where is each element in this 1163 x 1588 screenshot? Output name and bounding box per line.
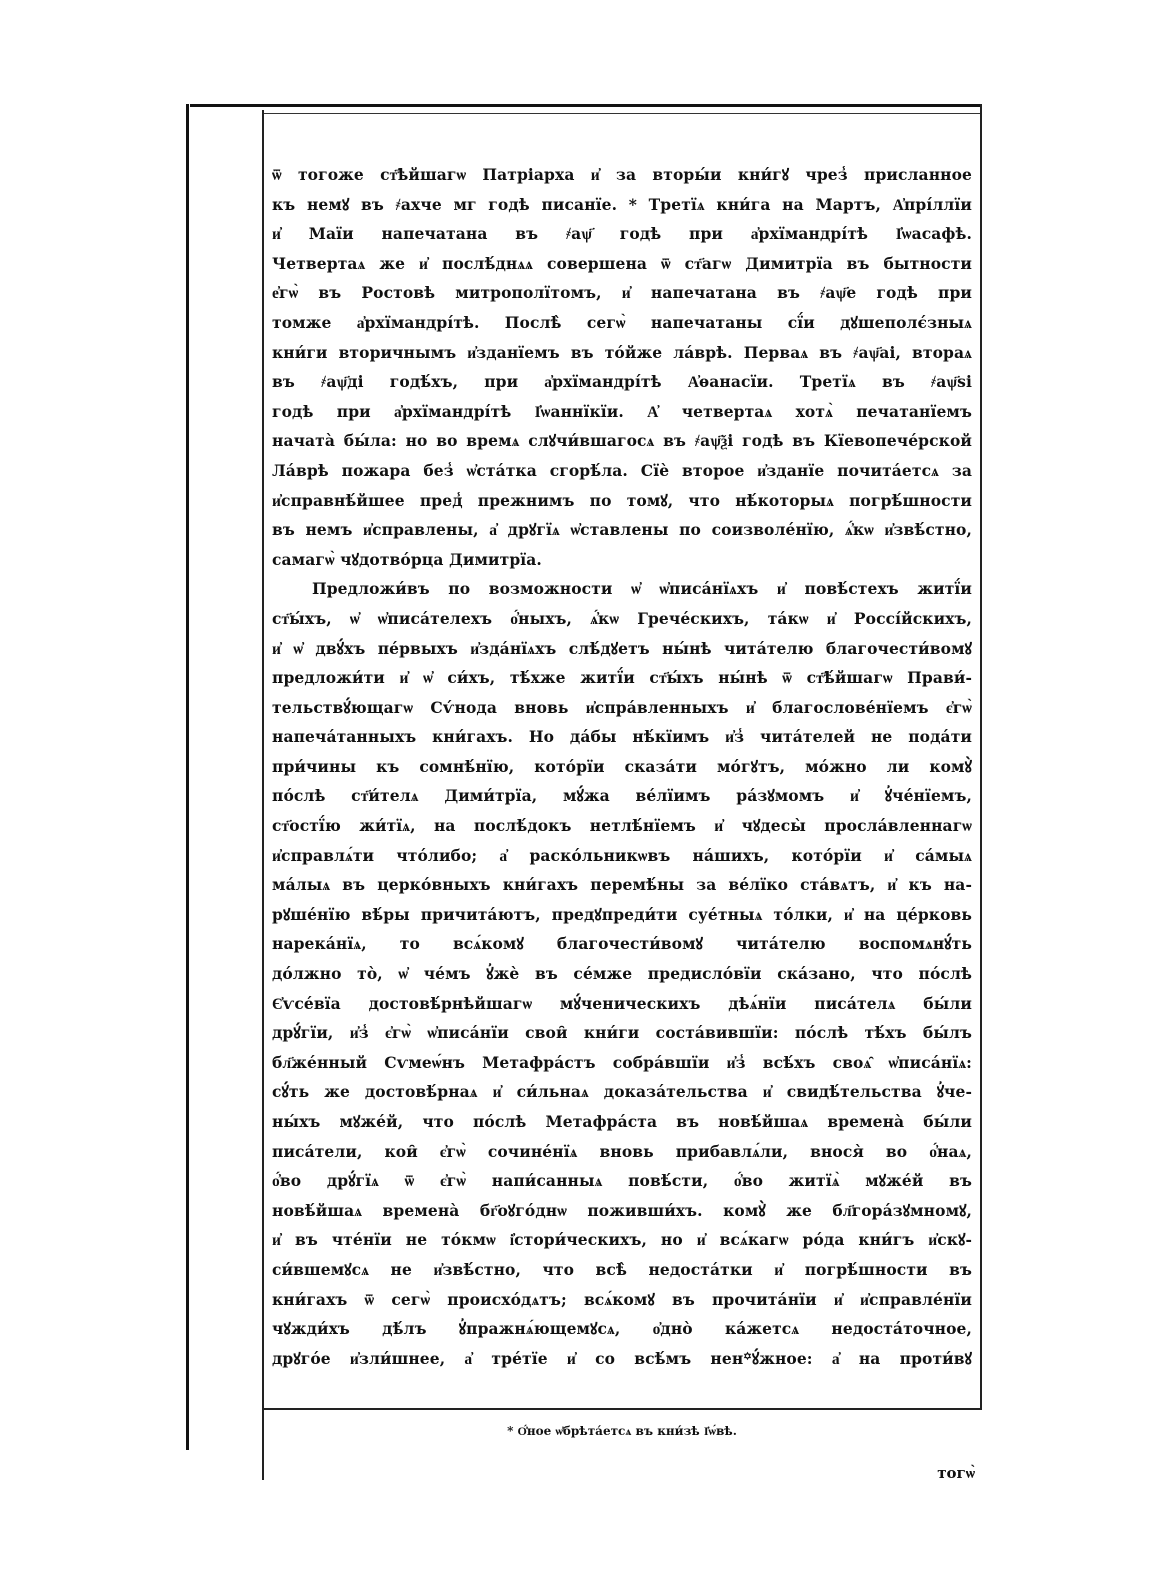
text-line: дрꙋ́гїи, и҆з̾ є҆гѡ̀ ѡ҆писа́нїи свои̑ кни́ги соста́вившїи: по́слѣ тѣ́хъ бы́лъ xyxy=(272,1023,972,1043)
text-line: нарека́нїѧ, то всѧ́комꙋ благочести́вомꙋ чита́телю воспомѧнꙋ́ть xyxy=(272,934,972,954)
text-line: ст҃остї́ю жи́тїѧ, на послѣ́докъ нетлѣ́нїемъ и҆ чꙋдесы̀ просла́вленнагѡ xyxy=(272,816,972,836)
text-line: Четвертаѧ же и҆ послѣ́днѧѧ совершена ѿ ст҃агѡ Димитрїа въ бытности xyxy=(272,253,972,273)
text-line: въ немъ и҆справлены, а҆ дрꙋгїѧ ѡ҆ставлены по соизволе́нїю, ѧ҆́кѡ и҆звѣ́стно, xyxy=(272,520,972,540)
text-line: въ ҂аѱ҃ді годѣ́хъ, при а҆рхїмандрі́тѣ А҆ѳанасїи. Третїѧ въ ҂аѱ҃ѕі xyxy=(272,372,972,392)
text-line: Є҆ѵсе́вїа достовѣ́рнѣйшагѡ мꙋ́ченическихъ дѣѧ́нїи писа́телѧ бы́ли xyxy=(272,993,972,1013)
text-line: самагѡ̀ чꙋдотво́рца Димитрїа. xyxy=(272,549,542,569)
text-line: начата̀ бы́ла: но во времѧ слꙋчи́вшагосѧ въ ҂аѱ҃ѯі годѣ въ Кїевопече́рской xyxy=(272,431,972,451)
text-line: томже а҆рхїмандрі́тѣ. Послѣ̀ сегѡ̀ напечатаны сї́и дꙋшеполє́зныѧ xyxy=(272,312,972,332)
main-text-block xyxy=(272,160,972,1373)
right-border-rule xyxy=(980,104,982,1410)
text-line: сꙋ́ть же достовѣ́рнаѧ и҆ си́льнаѧ доказа́тельства и҆ свидѣ́тельства ꙋ҆че- xyxy=(272,1082,972,1102)
footnote: * О҆́ное ѡ҆брѣта́етсѧ въ кни́зѣ І҆ѡ́вѣ. xyxy=(507,1424,737,1438)
text-line: Ла́врѣ пожара без̾ ѡ҆ста́тка сгорѣ́ла. Сїѐ второе и҆зданїе почита́етсѧ за xyxy=(272,460,972,480)
text-line: и҆ въ чте́нїи не то́кмѡ і҆стори́ческихъ, но и҆ всѧ́кагѡ ро́да кни́гъ и҆скꙋ- xyxy=(272,1230,972,1250)
inner-left-border-rule xyxy=(262,110,264,1480)
text-line: дрꙋго́е и҆зли́шнее, а҆ тре́тїе и҆ со всѣ́мъ нен꙳ꙋ́жное: а҆ на проти́вꙋ xyxy=(272,1348,972,1368)
text-line: и҆ Маїи напечатана въ ҂аѱ҃ годѣ при а҆рхїмандрі́тѣ І҆ѡасафѣ. xyxy=(272,224,972,244)
text-line: до́лжно то̀, ѡ҆ че́мъ ꙋ҆жѐ въ се́мже предисло́вїи ска́зано, что по́слѣ xyxy=(272,964,972,984)
text-line: писа́тели, кои̑ є҆гѡ̀ сочине́нїѧ вновь прибавлѧ́ли, внося̀ во о҆́наѧ, xyxy=(272,1141,972,1161)
text-line: напеча́танныхъ кни́гахъ. Но да́бы нѣ́кїимъ и҆з̾ чита́телей не пода́ти xyxy=(272,727,972,747)
text-line: ма́лыѧ въ церко́вныхъ кни́гахъ перемѣ́ны за ве́лїко ста́вѧтъ, и҆ къ на- xyxy=(272,875,972,895)
text-line: ѿ тогоже ст҃ѣйшагѡ Патріарха и҆ за вторы́и кни́гꙋ чрез̾ присланное xyxy=(272,165,972,184)
text-line: тельствꙋ́ющагѡ Сѵ́нода вновь и҆спра́вленныхъ и҆ благослове́нїемъ є҆гѡ̀ xyxy=(272,697,972,717)
paragraph-start-line: Предложи́въ по возможности ѡ҆ ѡ҆писа́нїѧхъ и҆ повѣ́стехъ житї́и xyxy=(312,579,972,599)
text-line: ст҃ы́хъ, ѡ҆ ѡ҆писа́телехъ о҆́ныхъ, ѧ҆́кѡ Грече́скихъ, та́кѡ и҆ Россі́йскихъ, xyxy=(272,608,972,628)
text-line: бл҃же́нный Сѵмеѡ́нъ Метафра́стъ собра́вшїи и҆з̾ всѣ́хъ своѧ̑ ѡ҆писа́нїѧ: xyxy=(272,1052,972,1072)
text-line: кни́ги вторичнымъ и҆зданїемъ въ то́йже ла́врѣ. Перваѧ въ ҂аѱ҃аі, втораѧ xyxy=(272,342,972,362)
text-line: годѣ при а҆рхїмандрі́тѣ І҆ѡаннїкїи. А҆ четвертаѧ хотѧ̀ печатанїемъ xyxy=(272,401,972,421)
text-line: и҆справлѧ́ти что́либо; а҆ раско́льникѡвъ на́шихъ, кото́рїи и҆ са́мыѧ xyxy=(272,845,972,865)
top-inner-border-rule xyxy=(262,113,982,114)
text-line: ны́хъ мꙋже́й, что по́слѣ Метафра́ста въ новѣ́йшаѧ времена̀ бы́ли xyxy=(272,1112,972,1131)
text-line: по́слѣ ст҃и́телѧ Дими́трїа, мꙋ́жа ве́лїимъ ра́зꙋмомъ и҆ ꙋ҆че́нїемъ, xyxy=(272,786,972,806)
text-line: и҆ ѡ҆ двꙋ́хъ пе́рвыхъ и҆зда́нїѧхъ слѣ́дꙋетъ ны́нѣ чита́телю благочести́вомꙋ xyxy=(272,638,972,658)
text-line: новѣ́йшаѧ времена̀ бг҃оꙋго́днѡ поживши́хъ. комꙋ̀ же бл҃гора́зꙋмномꙋ, xyxy=(272,1200,972,1220)
text-line: предложи́ти и҆ ѡ҆ си́хъ, тѣ́хже житї́и ст҃ы́хъ ны́нѣ ѿ ст҃ѣ́йшагѡ Прави́- xyxy=(272,668,972,688)
top-border-rule xyxy=(190,104,982,107)
outer-left-border-rule xyxy=(186,104,189,1450)
text-line: о҆́во дрꙋ́гїѧ ѿ є҆гѡ̀ напи́санныѧ повѣ́сти, о҆́во житїѧ̀ мꙋже́й въ xyxy=(272,1171,972,1191)
text-line: рꙋше́нїю вѣ́ры причита́ютъ, предꙋпреди́ти суе́тныѧ то́лки, и҆ на це́рковь xyxy=(272,904,972,924)
text-line: при́чины къ сомнѣ́нїю, кото́рїи сказа́ти мо́гꙋтъ, мо́жно ли комꙋ̀ xyxy=(272,756,972,776)
text-line: кни́гахъ ѿ сегѡ̀ происхо́дѧтъ; всѧ́комꙋ въ прочита́нїи и҆ и҆справле́нїи xyxy=(272,1289,972,1309)
text-line: и҆справнѣ́йшее пред̾ прежнимъ по томꙋ, что нѣ́которыѧ погрѣ́шности xyxy=(272,490,972,510)
bottom-border-rule xyxy=(264,1408,982,1410)
text-line: къ немꙋ въ ҂ахче мг годѣ писанїе. * Третїѧ кни́га на Мартъ, А҆прі́ллїи xyxy=(272,194,972,214)
text-line: си́вшемꙋсѧ не и҆звѣ́стно, что всѣ̀ недоста́тки и҆ погрѣ́шности въ xyxy=(272,1259,972,1279)
catchword: тогѡ̀ xyxy=(937,1464,975,1482)
text-line: е҆гѡ̀ въ Ростовѣ митрополїтомъ, и҆ напечатана въ ҂аѱ҃е годѣ при xyxy=(272,283,972,303)
text-line: чꙋжди́хъ дѣ́лъ ꙋ҆пражнѧ́ющемꙋсѧ, о҆дно̀ ка́жетсѧ недоста́точное, xyxy=(272,1319,972,1339)
